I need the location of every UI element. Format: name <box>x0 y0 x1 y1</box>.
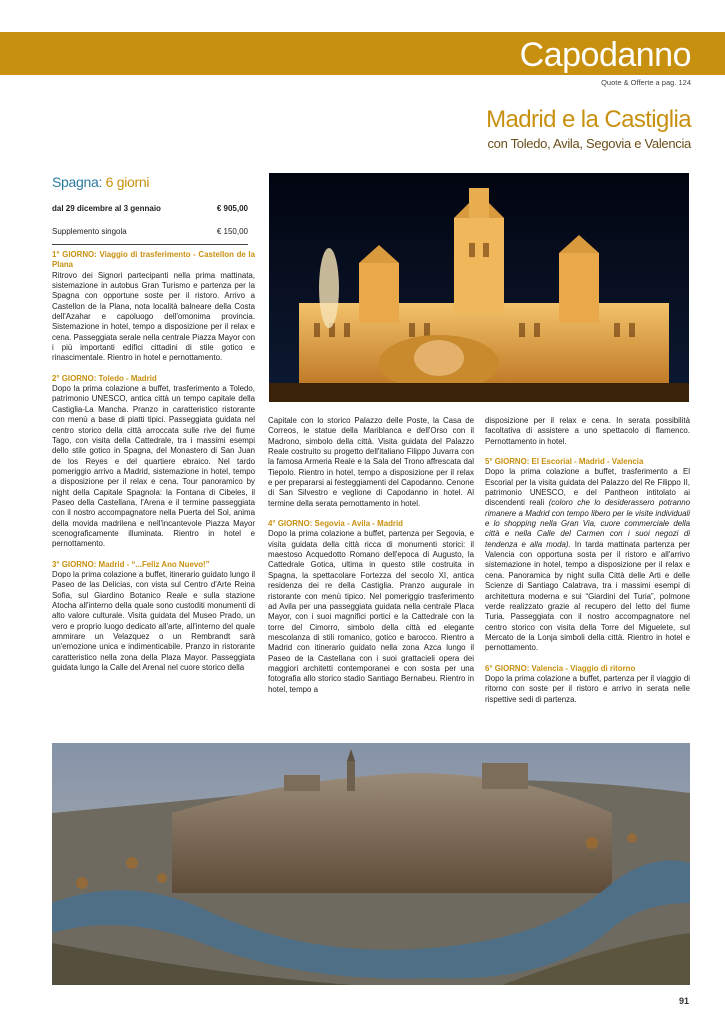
pricing-box <box>52 174 248 245</box>
day-4 <box>268 519 474 695</box>
toledo-panorama-photo <box>52 743 690 985</box>
day-4-text: Dopo la prima colazione a buffet, partenza per Segovia, e visita guidata della città ricca di monumenti storici: il maestoso Acquedotto Romano dell'epoca di Augusto, la Cattedrale Gotica, ultima in questo stile costruita in Spagna, la spettacolare Fortezza del secolo XI, antica residenza dei re della Castiglia. Pranzo augurale in ristorante con menù tipico. Nel pomeriggio trasferimento ad Avila per una passeggiata guidata nella centrale Placa Mayor, con i suoi magnifici portici e la Cattedrale con la torre del Cimorro, simbolo della città ed elegante mescolanza di stili romanico, gotico e barocco. Rientro a Madrid con itinerario guidato nella zona Azca lungo il Paseo de la Castellana con i suoi grattacieli opera dei maggiori architetti contemporanei e con sosta per una fotografia allo storico stadio Santiago Bernabeu. Rientro in hotel, tempo a <box>268 529 474 694</box>
day-3-heading: 3° GIORNO: Madrid - “...Feliz Ano Nuevo!” <box>52 559 210 569</box>
section-title: Capodanno <box>519 36 691 74</box>
trip-subtitle: con Toledo, Avila, Segovia e Valencia <box>487 136 691 151</box>
madrid-night-photo <box>269 173 689 402</box>
price-row-dates <box>52 200 248 217</box>
day-4-continued <box>485 416 690 447</box>
day-5-text-italic: (coloro che lo desiderassero potranno rimanere a Madrid con tempo libero per le visite individuali e lo shopping nella Gran Via, cuore commerciale della città e nella Calle del Carmen con i suoi negozi di tendenza e alla moda). <box>485 498 691 549</box>
day-5-heading: 5° GIORNO: El Escorial - Madrid - Valencia <box>485 457 644 467</box>
quote-note: Quote & Offerte a pag. 124 <box>601 78 691 87</box>
day-5-text: Dopo la prima colazione a buffet, trasferimento a El Escorial per la visita guidata del Palazzo del Re Filippo II, patrimonio UNESCO, e del Pantheon intitolato ai discendenti reali <box>485 467 690 508</box>
day-2-heading: 2° GIORNO: Toledo - Madrid <box>52 373 157 383</box>
day-6 <box>485 664 690 705</box>
day-5-text-rest: In tarda mattinata partenza per Valencia con opportuna sosta per il ristoro e all'arrivo sistemazione in hotel, tempo a disposizione per il relax e cena. Panoramica by night sulla Città delle Arti e delle Scienze di Santiago Calatrava, tra i massimi esempi di architettura moderna e sui “Giardini del Turia”, polmone verde realizzato grazie al recupero del letto del fiume Turia. Passeggiata con il nostro accompagnatore nel centro storico con visita della Torre del Miguelete, sul Mercato de la Lonja simboli della città. Rientro in hotel e pernottamento. <box>485 539 691 653</box>
country-label: Spagna: <box>52 174 103 190</box>
dates-price: € 905,00 <box>216 204 248 213</box>
day-6-heading: 6° GIORNO: Valencia - Viaggio di ritorno <box>485 663 636 673</box>
day-2 <box>52 374 255 550</box>
day-3-text-continued: Capitale con lo storico Palazzo delle Poste, la Casa de Correos, le statue della Mariblanca e dell'Orso con il Madrono, simbolo della città. Visita guidata del Palazzo Reale costruito su progetto dell'italiano Filippo Juvarra con la famosa Armeria Reale e la Sala del Trono affrescata dal Tiepolo. Rientro in hotel, tempo a disposizione per il relax e per prepararsi ai festeggiamenti del Capodanno. Cenone di San Silvestro e veglione di Capodanno in hotel. Al termine della serata pernottamento in hotel. <box>268 416 474 508</box>
day-1 <box>52 250 255 364</box>
itinerary-column-2 <box>268 416 474 705</box>
itinerary-column-1 <box>52 250 255 683</box>
single-price: € 150,00 <box>216 227 248 236</box>
day-3-text: Dopo la prima colazione a buffet, itinerario guidato lungo il Paseo de las Delicias, con vista sul Centro d'Arte Reina Sofia, sul Giardino Botanico Reale e sulla stazione Atocha all'interno della quale sono custoditi monumenti di alto valore culturale. Visita guidata del Museo Prado, un vero e proprio luogo dedicato all'arte, all'interno del quale ammirare un Velazquez o un Rembrandt sarà un'emozione unica e indimenticabile. Pranzo in ristorante caratteristico nella zona della Plaza Mayor. Passeggiata guidata lungo la Calle del Arenal nel cuore storico della <box>52 569 255 673</box>
day-1-text: Ritrovo dei Signori partecipanti nella prima mattinata, sistemazione in autobus Gran Turismo e partenza per la Spagna con opportune soste per il ristoro. Arrivo a Castellon de la Plana, nota località balneare della Costa dell'Azahar e capoluogo dell'omonima provincia. Sistemazione in hotel, tempo a disposizione per il relax e cena. Passeggiata serale nella centrale Piazza Mayor con i più importanti edifici cittadini di stile gotico e rinascimentale. Rientro in hotel e pernottamento. <box>52 270 255 363</box>
dates-label: dal 29 dicembre al 3 gennaio <box>52 204 161 213</box>
day-4-heading: 4° GIORNO: Segovia - Avila - Madrid <box>268 519 403 529</box>
day-3-continued <box>268 416 474 509</box>
price-row-single <box>52 223 248 240</box>
day-4-text-continued: disposizione per il relax e cena. In serata possibilità facoltativa di assistere a uno spettacolo di flamenco. Pernottamento in hotel. <box>485 416 690 446</box>
trip-title: Madrid e la Castiglia <box>486 106 691 133</box>
day-3 <box>52 560 255 674</box>
day-2-text: Dopo la prima colazione a buffet, trasferimento a Toledo, patrimonio UNESCO, antica città un tempo capitale della Castiglia-La Mancha. Pranzo in caratteristico ristorante con menù a base di piatti tipici. Passeggiata guidata nel centro storico della città arroccata sulle rive del fiume Tago, con visita della Cattedrale, tra i massimi esempi dello stile gotico in Spagna, del Monastero di San Juan de los Reyes e del quartiere ebraico. Nel tardo pomeriggio arrivo a Madrid, sistemazione in hotel, tempo a disposizione per il relax e cena. Tour panoramico by night della Capitale Spagnola: la Fontana di Cibeles, il Paseo della Castellana, l'Arena e il termine passeggiata con il nostro accompagnatore nella Puerta del Sol, anima della movida madrilena e nell'incantevole Piazza Mayor scenograficamente illuminata. Rientro in hotel e pernottamento. <box>52 384 255 549</box>
day-6-text: Dopo la prima colazione a buffet, partenza per il viaggio di ritorno con soste per il ristoro e arrivo in serata nelle rispettive sedi di partenza. <box>485 673 690 704</box>
header-band <box>0 32 725 75</box>
duration-label: 6 giorni <box>105 174 150 190</box>
country-heading <box>52 174 248 190</box>
day-1-heading: 1° GIORNO: Viaggio di trasferimento - Castellon de la Plana <box>52 250 255 270</box>
single-label: Supplemento singola <box>52 227 127 236</box>
day-5 <box>485 457 690 654</box>
itinerary-column-3 <box>485 416 690 715</box>
pricing-divider <box>52 244 248 245</box>
page-number: 91 <box>678 996 689 1006</box>
